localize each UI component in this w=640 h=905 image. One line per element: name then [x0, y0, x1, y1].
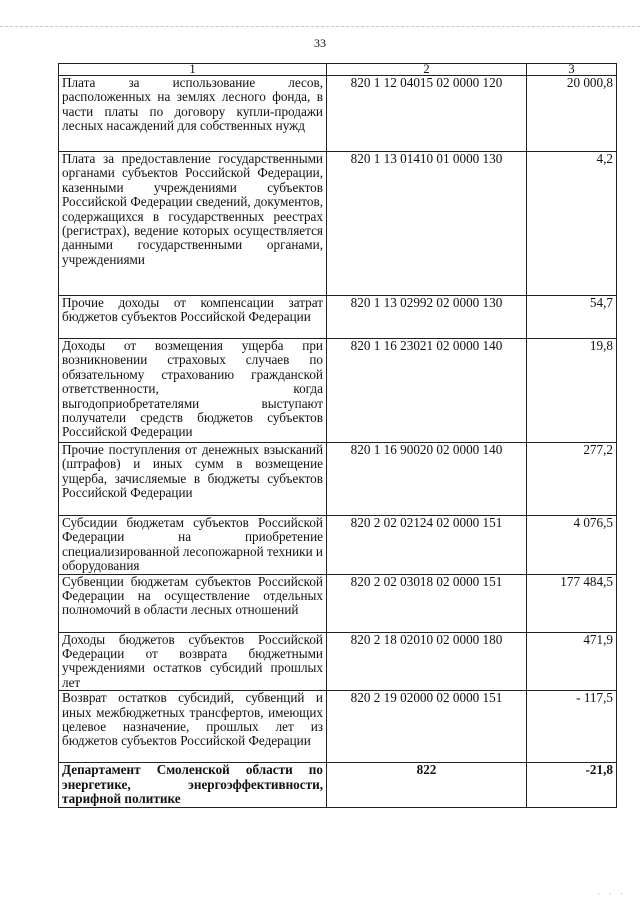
table-row [59, 763, 617, 808]
budget-table [58, 63, 617, 808]
row-name: Возврат остатков субсидий, субвенций и иных межбюджетных трансфертов, имеющих целевое назначение, прошлых лет из бюджетов субъектов Российской Федерации [59, 691, 327, 763]
header-row [59, 64, 617, 76]
row-code: 820 1 13 01410 01 0000 130 [327, 152, 527, 296]
row-name: Доходы бюджетов субъектов Российской Федерации от возврата бюджетными учреждениями остатков субсидий прошлых лет [59, 632, 327, 691]
table-row [59, 152, 617, 296]
row-code: 820 1 16 23021 02 0000 140 [327, 339, 527, 443]
table-row [59, 339, 617, 443]
header-col-2: 2 [327, 64, 527, 76]
row-name: Субвенции бюджетам субъектов Российской Федерации на осуществление отдельных полномочий в области лесных отношений [59, 574, 327, 632]
row-code: 820 2 18 02010 02 0000 180 [327, 632, 527, 691]
table-row [59, 443, 617, 516]
row-code: 820 1 13 02992 02 0000 130 [327, 296, 527, 339]
row-amount: 4,2 [527, 152, 617, 296]
table-row [59, 691, 617, 763]
table-row [59, 516, 617, 575]
scan-artifact-marks: · · · [597, 889, 626, 899]
table-row [59, 296, 617, 339]
row-code: 820 2 19 02000 02 0000 151 [327, 691, 527, 763]
table-row [59, 632, 617, 691]
header-col-3: 3 [527, 64, 617, 76]
row-amount: -21,8 [527, 763, 617, 808]
row-name: Плата за предоставление государственными органами субъектов Российской Федерации, казенными учреждениями субъектов Российской Федерации сведений, документов, содержащихся в государственных реестрах (регистрах), ведение которых осуществляется данными государственными органами, учреждениями [59, 152, 327, 296]
row-name: Субсидии бюджетам субъектов Российской Федерации на приобретение специализированной лесопожарной техники и оборудования [59, 516, 327, 575]
row-amount: 4 076,5 [527, 516, 617, 575]
row-amount: 54,7 [527, 296, 617, 339]
row-amount: 471,9 [527, 632, 617, 691]
row-code: 820 2 02 03018 02 0000 151 [327, 574, 527, 632]
table-row [59, 574, 617, 632]
row-amount: 277,2 [527, 443, 617, 516]
row-code: 820 1 12 04015 02 0000 120 [327, 76, 527, 152]
row-amount: 20 000,8 [527, 76, 617, 152]
page-number: 33 [314, 36, 326, 50]
table-row [59, 76, 617, 152]
row-amount: 177 484,5 [527, 574, 617, 632]
row-amount: 19,8 [527, 339, 617, 443]
row-code: 820 2 02 02124 02 0000 151 [327, 516, 527, 575]
row-amount: - 117,5 [527, 691, 617, 763]
header-col-1: 1 [59, 64, 327, 76]
row-name: Доходы от возмещения ущерба при возникновении страховых случаев по обязательному страхованию гражданской ответственности, когда выгодоприобретателями выступают получатели средств бюджетов субъектов Российской Федерации [59, 339, 327, 443]
row-name: Плата за использование лесов, расположенных на землях лесного фонда, в части платы по договору купли-продажи лесных насаждений для собственных нужд [59, 76, 327, 152]
row-code: 822 [327, 763, 527, 808]
row-name: Прочие поступления от денежных взысканий (штрафов) и иных сумм в возмещение ущерба, зачисляемые в бюджеты субъектов Российской Федерации [59, 443, 327, 516]
row-code: 820 1 16 90020 02 0000 140 [327, 443, 527, 516]
row-name: Департамент Смоленской области по энергетике, энергоэффективности, тарифной политике [59, 763, 327, 808]
row-name: Прочие доходы от компенсации затрат бюджетов субъектов Российской Федерации [59, 296, 327, 339]
scan-artifact-line [0, 26, 640, 27]
